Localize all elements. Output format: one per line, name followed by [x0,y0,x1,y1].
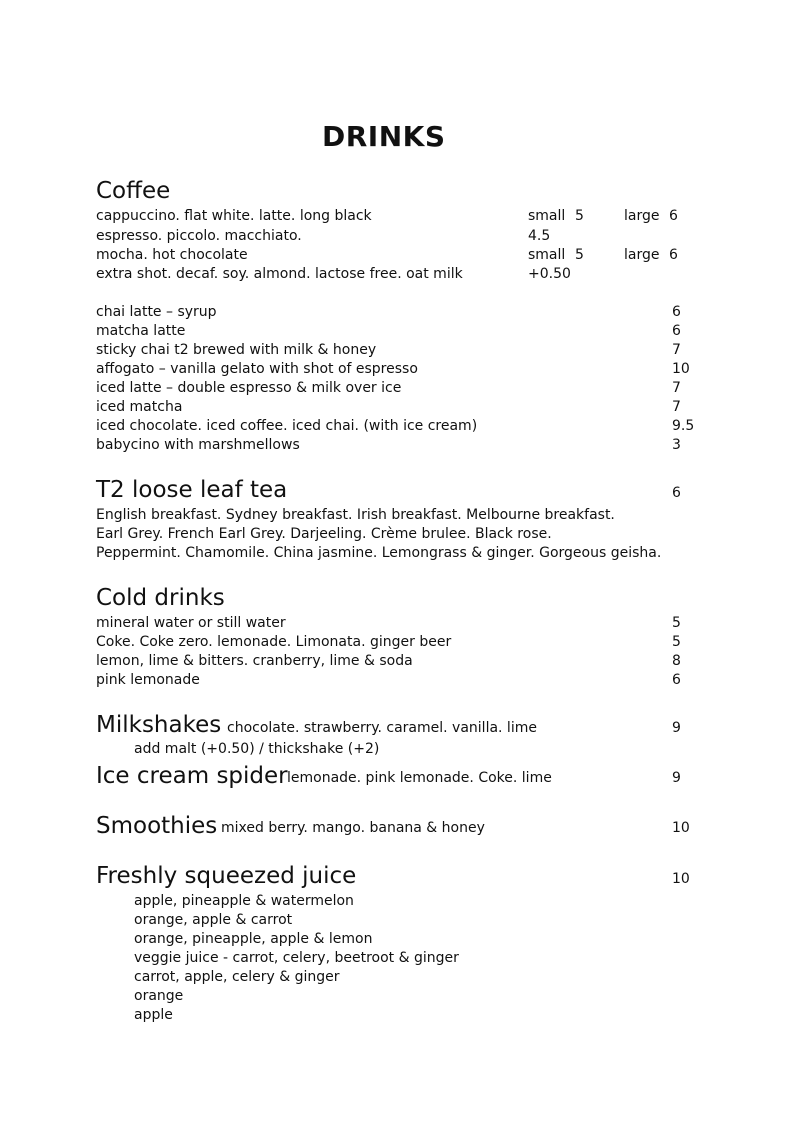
coffee-size-small: small [528,208,566,224]
milkshakes-flavours: chocolate. strawberry. caramel. vanilla. lime [227,720,537,736]
juice-item: veggie juice - carrot, celery, beetroot & ginger [134,950,459,966]
smoothies-heading: Smoothies [96,813,218,839]
cold-item-price: 5 [672,634,681,650]
special-item-name: iced chocolate. iced coffee. iced chai. (with ice cream) [96,418,478,434]
special-item-price: 7 [672,380,681,396]
spider-price: 9 [672,770,681,786]
coffee-item-name: espresso. piccolo. macchiato. [96,228,302,244]
coffee-price-small: 5 [575,208,584,224]
cold-item-price: 8 [672,653,681,669]
juice-item: apple [134,1007,173,1023]
juice-price: 10 [672,871,690,887]
coffee-item-name: cappuccino. flat white. latte. long black [96,208,372,224]
tea-heading: T2 loose leaf tea [96,477,288,503]
coffee-price-large: 6 [669,247,678,263]
special-item-name: affogato – vanilla gelato with shot of espresso [96,361,418,377]
juice-heading: Freshly squeezed juice [96,863,357,889]
coffee-heading: Coffee [96,178,171,204]
coffee-price: +0.50 [528,266,571,282]
coffee-item-name: mocha. hot chocolate [96,247,248,263]
special-item-name: babycino with marshmellows [96,437,300,453]
special-item-price: 10 [672,361,690,377]
special-item-price: 7 [672,399,681,415]
spider-heading: Ice cream spider [96,763,288,789]
cold-item-price: 6 [672,672,681,688]
coffee-price: 4.5 [528,228,551,244]
special-item-price: 3 [672,437,681,453]
coffee-size-large: large [624,208,660,224]
smoothies-price: 10 [672,820,690,836]
milkshakes-heading: Milkshakes [96,712,222,738]
cold-item-price: 5 [672,615,681,631]
spider-flavours: lemonade. pink lemonade. Coke. lime [287,770,552,786]
coffee-price-large: 6 [669,208,678,224]
special-item-name: sticky chai t2 brewed with milk & honey [96,342,377,358]
special-item-name: matcha latte [96,323,186,339]
page-title: DRINKS [322,120,446,153]
juice-item: carrot, apple, celery & ginger [134,969,340,985]
special-item-name: iced latte – double espresso & milk over ice [96,380,402,396]
juice-item: apple, pineapple & watermelon [134,893,354,909]
tea-line: Peppermint. Chamomile. China jasmine. Lemongrass & ginger. Gorgeous geisha. [96,545,662,561]
tea-line: English breakfast. Sydney breakfast. Irish breakfast. Melbourne breakfast. [96,507,615,523]
cold-item-name: mineral water or still water [96,615,286,631]
tea-line: Earl Grey. French Earl Grey. Darjeeling. Crème brulee. Black rose. [96,526,552,542]
milkshakes-extras: add malt (+0.50) / thickshake (+2) [134,741,380,757]
cold-item-name: lemon, lime & bitters. cranberry, lime & soda [96,653,413,669]
special-item-price: 6 [672,323,681,339]
tea-price: 6 [672,485,681,501]
juice-item: orange, apple & carrot [134,912,293,928]
juice-item: orange, pineapple, apple & lemon [134,931,373,947]
special-item-price: 6 [672,304,681,320]
special-item-price: 9.5 [672,418,695,434]
coffee-item-name: extra shot. decaf. soy. almond. lactose free. oat milk [96,266,463,282]
cold-drinks-heading: Cold drinks [96,585,225,611]
special-item-price: 7 [672,342,681,358]
cold-item-name: Coke. Coke zero. lemonade. Limonata. ginger beer [96,634,452,650]
juice-item: orange [134,988,184,1004]
special-item-name: chai latte – syrup [96,304,217,320]
special-item-name: iced matcha [96,399,183,415]
coffee-size-large: large [624,247,660,263]
milkshakes-price: 9 [672,720,681,736]
smoothies-flavours: mixed berry. mango. banana & honey [221,820,485,836]
coffee-price-small: 5 [575,247,584,263]
cold-item-name: pink lemonade [96,672,200,688]
coffee-size-small: small [528,247,566,263]
